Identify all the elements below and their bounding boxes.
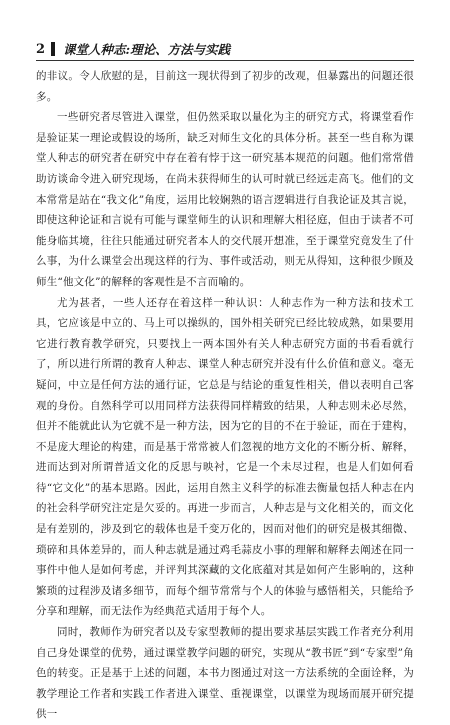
- running-head: [36, 40, 230, 58]
- running-title: 课堂人种志:理论、方法与实践: [63, 42, 231, 57]
- paragraph: 一些研究者尽管进入课堂，但仍然采取以量化为主的研究方式，将课堂看作是验证某一理论或假设的场所，缺乏对师生文化的具体分析。甚至一些自称为课堂人种志的研究者在研究中存在着有悖于这一研究基本规范的问题。他们常常借助访谈命令进入研究现场，在尚未获得师生的认可时就已经远走高飞。他们的文本常常是站在“我文化”角度，运用比较娴熟的语言逻辑进行自我论证及其言说，即使这种论证和言说有可能与课堂师生的认识和理解大相径庭，但由于读者不可能身临其境，往往只能通过研究者本人的交代展开想准，至于课堂究竟发生了什么事，为什么课堂会出现这样的行为、事件或活动，则无从得知，这种很少顾及师生“他文化”的解释的客观性是不言而喻的。: [36, 111, 414, 288]
- header-rule: [36, 60, 414, 61]
- header-bar-ornament: [51, 42, 55, 56]
- page-number: 2: [36, 41, 46, 57]
- paragraph: 尤为甚者，一些人还存在着这样一种认识：人种志作为一种方法和技术工具，它应该是中立的、马上可以操纵的，国外相关研究已经比较成熟，如果要用它进行教育教学研究，只要找上一两本国外有关人种志研究方面的书看看就行了，所以进行所谓的教育人种志、课堂人种志研究并没有什么价值和意义。毫无疑问，中立是任何方法的通行证，它总是与结论的重复性相关，借以表明自己客观的身份。自然科学可以用同样方法获得同样精致的结果，人种志则未必尽然，但并不能就此认为它就不是一种方法，因为它的目的不在于验证，而在于建构，不是庞大理论的构建，而是基于常常被人们忽视的地方文化的不断分析、解释，进而达到对所谓普适文化的反思与映衬，它是一个未尽过程，也是人们如何看待“它文化”的基本思路。因此，运用自然主义科学的标准去衡量包括人种志在内的社会科学研究注定是欠妥的。再进一步而言，人种志是与文化相关的，而文化是有差别的，涉及到它的载体也是千变万化的，因而对他们的研究是极其细微、琐碎和具体差异的，而人种志就是通过鸡毛蒜皮小事的理解和解释去阐述在同一事件中他人是如何考虑，并评判其深藏的文化底蕴对其是如何产生影响的，这种繁琐的过程涉及诸多细节，而每个细节常常与个人的体验与感悟相关，只能给予分享和理解，而无法作为经典范式适用于每个人。: [36, 296, 414, 618]
- body-text: [36, 66, 414, 725]
- paragraph: 同时，教师作为研究者以及专家型教师的提出要求基层实践工作者充分利用自己身处课堂的优势，通过课堂教学问题的研究，实现从“教书匠”到“专家型”角色的转变。正是基于上述的问题，本书力图通过对这一方法系统的全面诠释，为教学理论工作者和实践工作者进入课堂、重视课堂，以课堂为现场而展开研究提供一: [36, 626, 414, 721]
- paragraph-continuation: 的非议。令人欣慰的是，目前这一现状得到了初步的改观，但暴露出的问题还很多。: [36, 70, 414, 103]
